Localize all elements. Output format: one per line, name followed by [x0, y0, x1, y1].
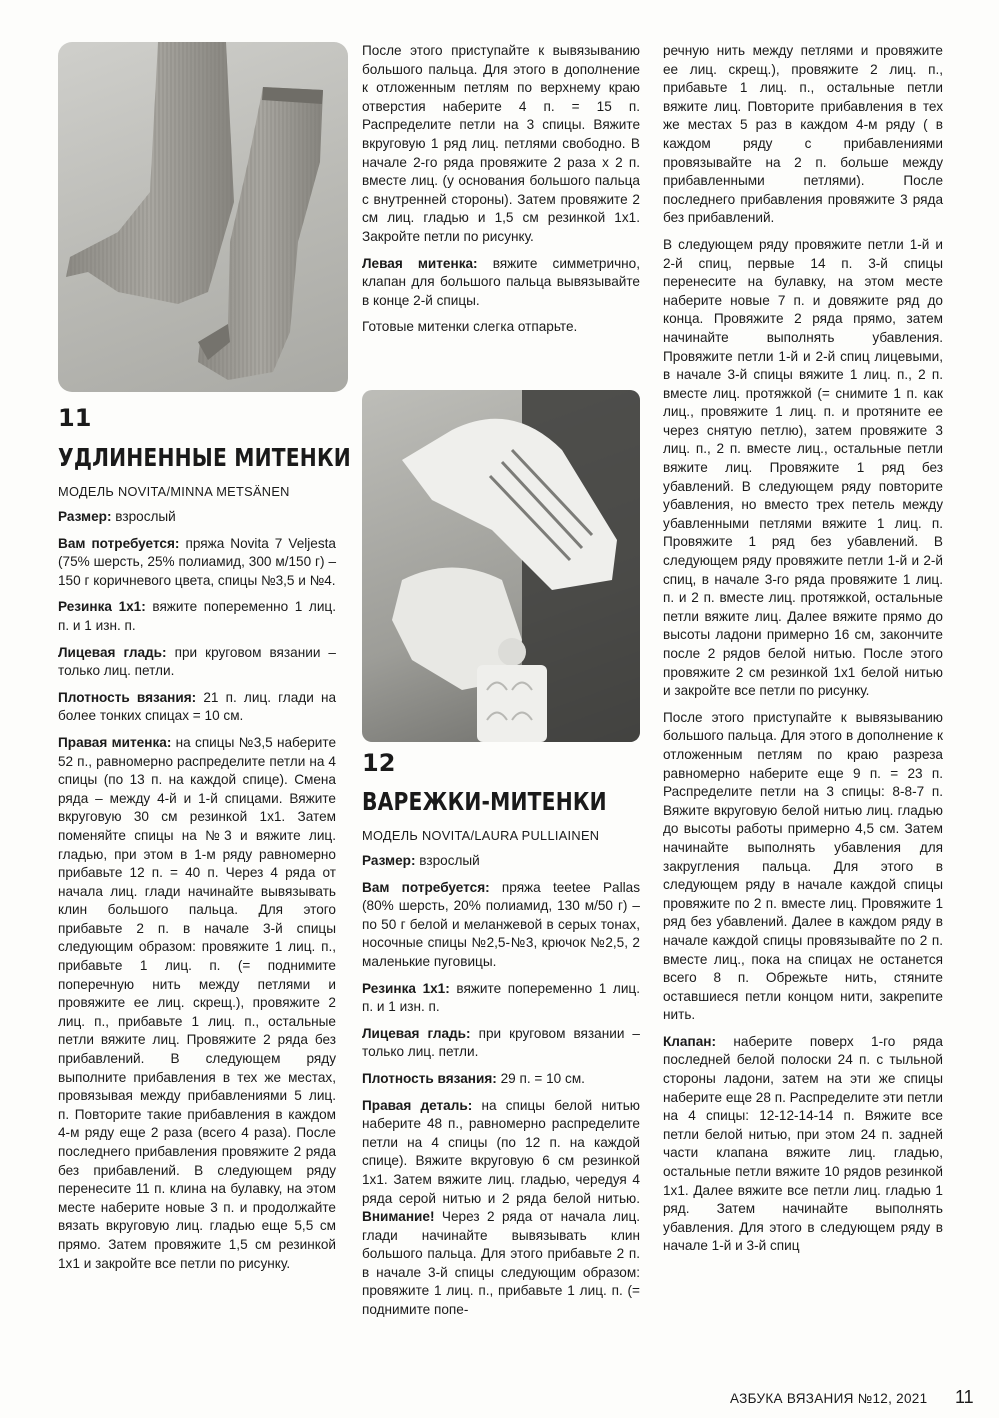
model-credit-11: МОДЕЛЬ NOVITA/MINNA METSÄNEN	[58, 484, 290, 499]
left-mitten-paragraph	[362, 255, 640, 311]
right-part-text-a: на спицы белой нитью наберите 48 п., равномерно распределите петли на 4 спицы (по 12 п. на каждой спице). Вяжите вкруговую 6 см резинкой 1х1. Затем вяжите лиц. гладью, чередуя 4 ряда серой нитью и 2 ряда белой нитью.	[362, 1097, 640, 1206]
rib-label: Резинка 1х1:	[58, 599, 146, 615]
mitten-lantern-illustration	[362, 390, 640, 742]
right-part-label: Правая деталь:	[362, 1097, 473, 1113]
section-number-11: 11	[58, 404, 92, 432]
size-label-12: Размер:	[362, 853, 416, 868]
materials-text-12: пряжа teetee Pallas (80% шерсть, 20% полиамид, 130 м/50 г) – по 50 г белой и меланжевой в серых тонах, носочные спицы №2,5-№3, крючок №2,5, 2 маленькие пуговицы.	[362, 879, 640, 969]
section-title-11: УДЛИНЕННЫЕ МИТЕНКИ	[58, 443, 351, 472]
thumb-paragraph-11: После этого приступайте к вывязыванию большого пальца. Для этого в дополнение к отложенным петлям по верхнему краю отверстия наберите 4 п. = 15 п. Распределите петли на 3 спицы. Вяжите вкруговую 1 ряд лиц. петлями свободно. В начале 2-го ряда провяжите 2 раза х 2 п. вместе лиц. (у основания большого пальца с внутренней стороны). Затем провяжите 2 см лиц. гладью и 1,5 см резинкой 1х1. Закройте петли по рисунку.	[362, 43, 640, 244]
stockinette-paragraph-11	[58, 644, 336, 681]
page-number: 11	[955, 1387, 974, 1407]
stockinette-text: при круговом вязании – только лиц. петли.	[58, 644, 336, 679]
rib-text-12: вяжите попеременно 1 лиц. п. и 1 изн. п.	[362, 980, 640, 1015]
right-part-paragraph	[362, 1097, 640, 1320]
rib-paragraph-12	[362, 980, 640, 1017]
right-mitten-label: Правая митенка:	[58, 734, 172, 750]
rib-paragraph-11	[58, 598, 336, 635]
stockinette-text-12: при круговом вязании – только лиц. петли.	[362, 1025, 640, 1060]
materials-paragraph-12	[362, 879, 640, 972]
stockinette-label-12: Лицевая гладь:	[362, 1025, 471, 1041]
col3-paragraph-2: В следующем ряду провяжите петли 1-й и 2-й спиц, первые 14 п. 3-й спицы перенесите на булавку, на этом месте наберите новые 7 п. и довяжите ряд до конца. Провяжите 2 ряда прямо, затем начинайте выполнять убавления. Провяжите петли 1-й и 2-й спиц лицевыми, в начале 3-й спицы вяжите 1 лиц. п., 2 п. вместе лиц. протяжкой (= снимите 1 п. как лиц., провяжите 1 лиц. п. и протяните ее через снятую петлю), затем провяжите 3 лиц. п., 2 п. вместе лиц., остальные петли вяжите лиц. Провяжите 1 ряд без убавлений. В следующем ряду повторите убавления, но вместо трех петель между убавленными петлями вяжите 1 лиц. п. Провяжите 1 ряд без убавлений. В следующем ряду провяжите петли 1-й и 2-й спиц, в начале 3-го ряда провяжите 1 лиц. п. и 2 п. вместе лиц. протяжкой, остальные петли вяжите лиц. Далее вяжите прямо до высоты ладони примерно 16 см, закончите после 2 рядов белой нитью. После этого провяжите 2 см резинкой 1х1 белой нитью и закройте все петли по рисунку.	[663, 236, 943, 699]
column-2-bottom	[362, 852, 640, 1328]
materials-label: Вам потребуется:	[58, 535, 180, 551]
flap-paragraph	[663, 1033, 943, 1256]
right-mitten-paragraph	[58, 734, 336, 1273]
col3-paragraph-1: речную нить между петлями и провяжите ее лиц. скрещ.), провяжите 2 лиц. п., прибавьте 1 лиц. п., остальные петли вяжите лиц. Повторите прибавления в тех же местах 5 раз в каждом 4-м ряду ( в каждом ряду с прибавлениями провязывайте на 2 п. больше между прибавленными петлями). После последнего прибавления провяжите 3 ряда без прибавлений.	[663, 43, 943, 226]
gauge-label: Плотность вязания:	[58, 689, 197, 705]
size-paragraph-11	[58, 508, 336, 527]
section-title-12: ВАРЕЖКИ-МИТЕНКИ	[362, 787, 607, 816]
left-mitten-label: Левая митенка:	[362, 255, 478, 271]
section-number-12: 12	[362, 749, 396, 777]
model-credit-12: МОДЕЛЬ NOVITA/LAURA PULLIAINEN	[362, 828, 600, 843]
materials-label-12: Вам потребуется:	[362, 879, 490, 895]
size-paragraph-12	[362, 852, 640, 871]
right-mitten-text: на спицы №3,5 наберите 52 п., равномерно распределите петли на 4 спицы (по 13 п. на каждой спице). Смена ряда – между 4-й и 1-й спицами. Вяжите вкруговую 30 см резинкой 1х1. Затем поменяйте спицы на №3 и вяжите лиц. гладью, при этом в 1-м ряду равномерно прибавьте 12 п. = 40 п. Через 4 ряда от начала лиц. глади начинайте вывязывать клин большого пальца. Для этого прибавьте 2 п. в начале 3-й спицы следующим образом: провяжите 1 лиц. п., прибавьте 1 лиц. п. (= поднимите поперечную нить между петлями и провяжите ее лиц. скрещ.), провяжите 2 лиц. п., прибавьте 1 лиц. п., остальные петли вяжите лиц. Провяжите 2 ряда без прибавлений. В следующем ряду выполните прибавления в тех же местах, провязывая между прибавлениями 5 лиц. п. Повторите такие прибавления в каждом 4-м ряду еще 2 раза (всего 4 раза). После последнего прибавления провяжите 2 ряда без прибавлений. В следующем ряду перенесите 11 п. клина на булавку, на этом месте наберите новые 3 п. и продолжайте вязать вкруговую лиц. гладью еще 5,5 см прямо. Затем провяжите 1,5 см резинкой 1х1 и закройте все петли по рисунку.	[58, 734, 337, 1271]
rib-text: вяжите попеременно 1 лиц. п. и 1 изн. п.	[58, 599, 336, 633]
column-1	[58, 508, 336, 1281]
gauge-paragraph-11	[58, 689, 336, 726]
flap-label: Клапан:	[663, 1033, 717, 1049]
attention-label: Внимание!	[362, 1209, 435, 1225]
left-mitten-text: вяжите симметрично, клапан для большого пальца вывязывайте в конце 2-й спицы.	[362, 255, 641, 308]
size-text-12: взрослый	[419, 853, 480, 868]
photo-mitten-gloves	[362, 390, 640, 742]
magazine-footer: АЗБУКА ВЯЗАНИЯ №12, 2021	[730, 1391, 928, 1406]
size-text: взрослый	[115, 509, 176, 524]
gauge-label-12: Плотность вязания:	[362, 1070, 497, 1086]
size-label: Размер:	[58, 509, 112, 524]
col3-paragraph-3: После этого приступайте к вывязыванию большого пальца. Для этого в дополнение к отложенным петлям по краю разреза равномерно наберите еще 9 п. = 23 п. Распределите петли на 3 спицы: 8-8-7 п. Вяжите вкруговую белой нитью лиц. гладью до высоты работы примерно 4,5 см. Затем начинайте выполнять убавления для закругления пальца. Для этого в следующем ряду в начале каждой спицы провяжите по 2 п. вместе лиц. Провяжите 1 ряд без убавлений. Далее в каждом ряду в начале каждой спицы провязывайте по 2 п. вместе лиц., пока на спицах не останется всего 8 п. Обрежьте нить, стяните оставшиеся петли концом нити, закрепите нить.	[663, 709, 943, 1023]
mittens-illustration	[58, 42, 348, 392]
finish-paragraph: Готовые митенки слегка отпарьте.	[362, 319, 578, 335]
materials-paragraph-11	[58, 535, 336, 591]
gauge-text: 21 п. лиц. глади на более тонких спицах = 10 см.	[58, 689, 337, 724]
stockinette-label: Лицевая гладь:	[58, 644, 167, 660]
column-3	[663, 42, 943, 1264]
stockinette-paragraph-12	[362, 1025, 640, 1062]
materials-text: пряжа Novita 7 Veljesta (75% шерсть, 25% полиамид, 300 м/150 г) – 150 г коричневого цвета, спицы №3,5 и №4.	[58, 535, 336, 588]
gauge-text-12: 29 п. = 10 см.	[500, 1070, 585, 1086]
rib-label-12: Резинка 1х1:	[362, 980, 450, 996]
right-part-text-b: Через 2 ряда от начала лиц. глади начинайте вывязывать клин большого пальца. Для этого прибавьте 2 п. в начале 3-й спицы следующим образом: провяжите 1 лиц. п., прибавьте 1 лиц. п. (= поднимите попе-	[362, 1209, 641, 1318]
gauge-paragraph-12	[362, 1070, 640, 1089]
photo-long-mittens	[58, 42, 348, 392]
column-2-top	[362, 42, 640, 345]
flap-text: наберите поверх 1-го ряда последней белой полоски 24 п. с тыльной стороны ладони, затем на эти же спицы наберите еще 28 п. Распределите эти петли на 4 спицы: 12-12-14-14 п. Вяжите все петли белой нитью, при этом 24 п. задней части клапана вяжите лиц. гладью, остальные петли вяжите 10 рядов резинкой 1х1. Далее вяжите все петли лиц. гладью 1 ряд. Затем начинайте выполнять убавления. Для этого в следующем ряду в начале 1-й и 3-й спиц	[663, 1033, 943, 1254]
